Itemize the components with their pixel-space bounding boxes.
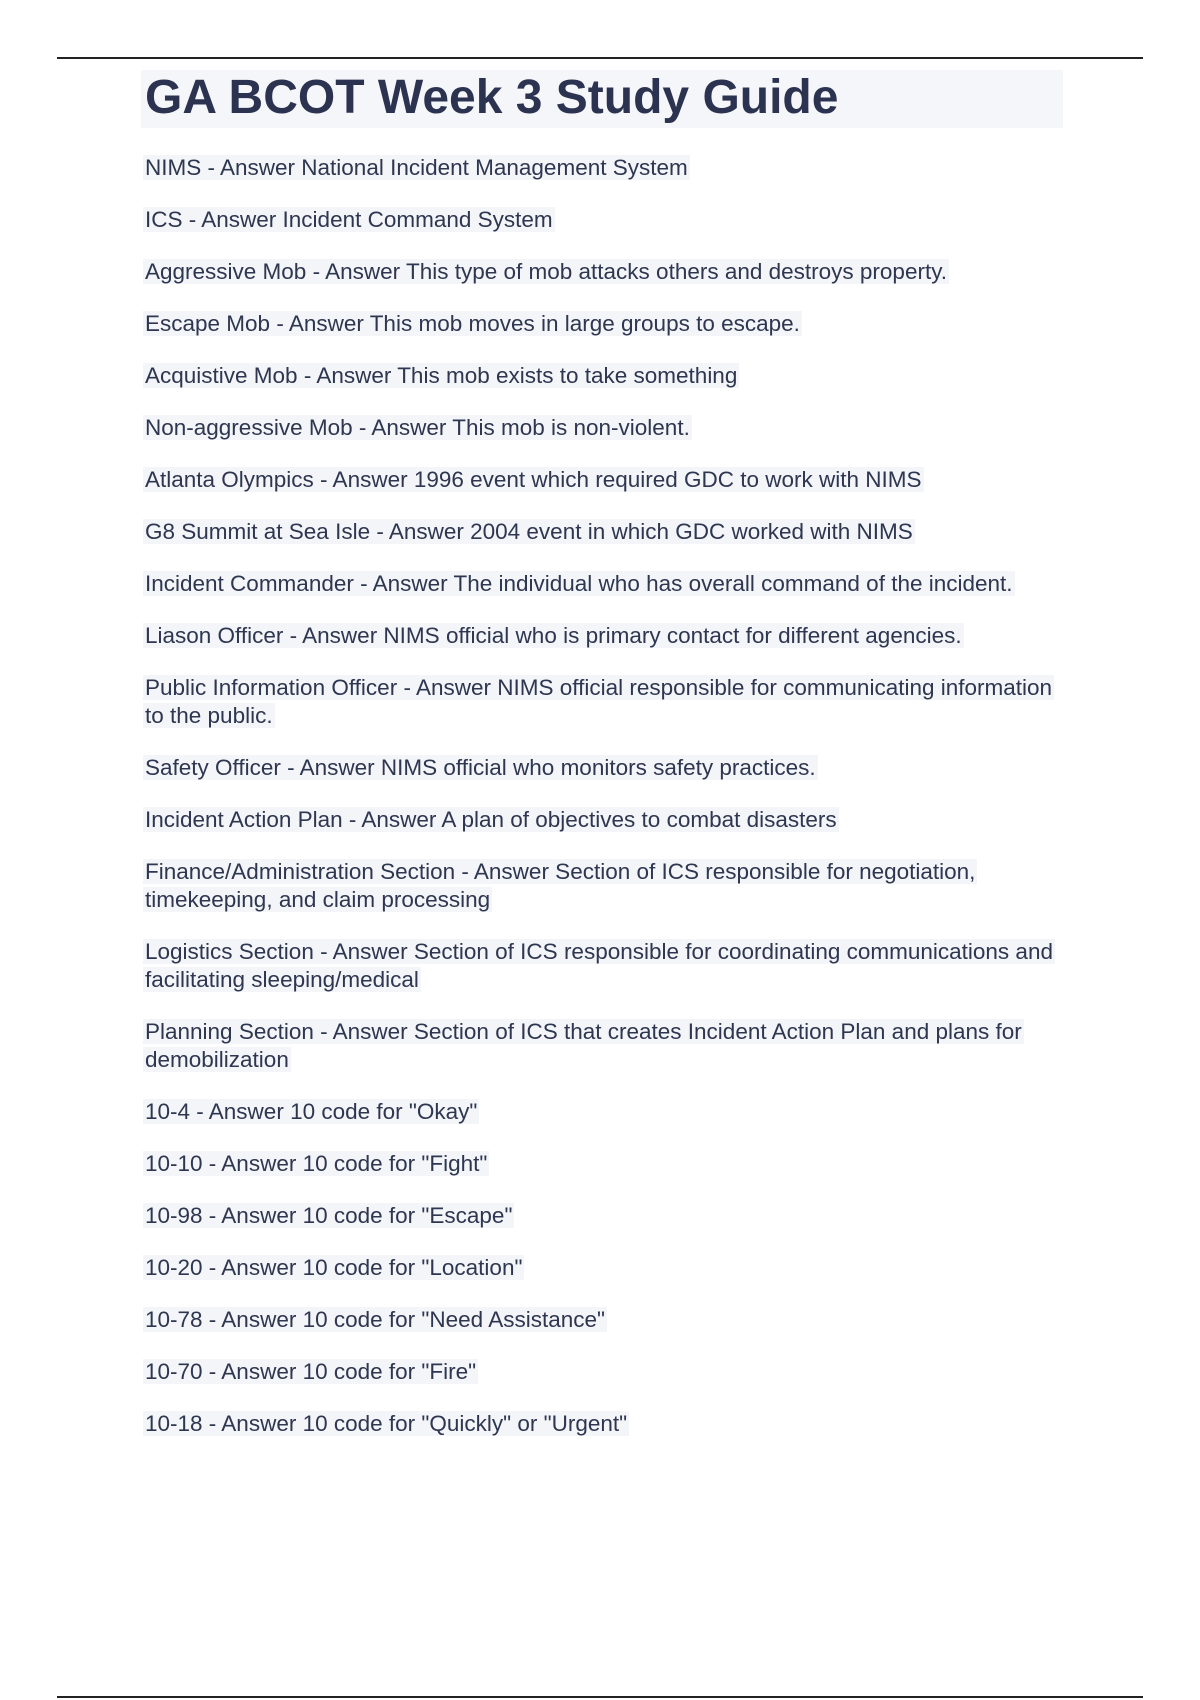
entry-item: [143, 1410, 1063, 1438]
study-guide-entries: [143, 154, 1063, 1438]
entry-item: [143, 1098, 1063, 1126]
title-banner: [141, 70, 1063, 128]
entry-text: 10-20 - Answer 10 code for "Location": [145, 1255, 523, 1280]
top-divider: [57, 57, 1143, 59]
entry-item: [143, 570, 1063, 598]
entry-item: [143, 258, 1063, 286]
entry-item: [143, 858, 1063, 914]
entry-item: [143, 622, 1063, 650]
entry-item: [143, 154, 1063, 182]
entry-item: [143, 1202, 1063, 1230]
entry-text: 10-18 - Answer 10 code for "Quickly" or "Urgent": [145, 1411, 628, 1436]
entry-text: Liason Officer - Answer NIMS official who is primary contact for different agencies.: [145, 623, 962, 648]
entry-item: [143, 1306, 1063, 1334]
entry-item: [143, 806, 1063, 834]
entry-item: [143, 1018, 1063, 1074]
entry-text: NIMS - Answer National Incident Management System: [145, 155, 688, 180]
entry-item: [143, 1358, 1063, 1386]
document-body: [143, 70, 1063, 1462]
entry-text: 10-78 - Answer 10 code for "Need Assistance": [145, 1307, 605, 1332]
entry-text: 10-98 - Answer 10 code for "Escape": [145, 1203, 513, 1228]
entry-text: 10-70 - Answer 10 code for "Fire": [145, 1359, 477, 1384]
entry-text: Aggressive Mob - Answer This type of mob attacks others and destroys property.: [145, 259, 948, 284]
entry-item: [143, 754, 1063, 782]
entry-text: ICS - Answer Incident Command System: [145, 207, 553, 232]
entry-text: 10-10 - Answer 10 code for "Fight": [145, 1151, 488, 1176]
entry-text: Incident Action Plan - Answer A plan of objectives to combat disasters: [145, 807, 837, 832]
entry-text: G8 Summit at Sea Isle - Answer 2004 event in which GDC worked with NIMS: [145, 519, 913, 544]
entry-text: Safety Officer - Answer NIMS official who monitors safety practices.: [145, 755, 816, 780]
entry-item: [143, 938, 1063, 994]
entry-text: Atlanta Olympics - Answer 1996 event which required GDC to work with NIMS: [145, 467, 922, 492]
page-title: GA BCOT Week 3 Study Guide: [145, 71, 839, 124]
entry-text: Public Information Officer - Answer NIMS official responsible for communicating information to the public.: [145, 675, 1053, 728]
entry-item: [143, 1254, 1063, 1282]
entry-item: [143, 1150, 1063, 1178]
bottom-divider: [57, 1696, 1143, 1698]
entry-text: Non-aggressive Mob - Answer This mob is non-violent.: [145, 415, 690, 440]
entry-text: Acquistive Mob - Answer This mob exists to take something: [145, 363, 738, 388]
entry-item: [143, 674, 1063, 730]
entry-item: [143, 414, 1063, 442]
entry-text: Logistics Section - Answer Section of ICS responsible for coordinating communications and facilitating sleeping/medical: [145, 939, 1053, 992]
entry-item: [143, 362, 1063, 390]
entry-item: [143, 518, 1063, 546]
entry-text: 10-4 - Answer 10 code for "Okay": [145, 1099, 478, 1124]
entry-item: [143, 310, 1063, 338]
entry-item: [143, 206, 1063, 234]
entry-text: Incident Commander - Answer The individual who has overall command of the incident.: [145, 571, 1013, 596]
entry-text: Planning Section - Answer Section of ICS that creates Incident Action Plan and plans for demobilization: [145, 1019, 1022, 1072]
entry-item: [143, 466, 1063, 494]
entry-text: Finance/Administration Section - Answer Section of ICS responsible for negotiation, timekeeping, and claim processing: [145, 859, 976, 912]
entry-text: Escape Mob - Answer This mob moves in large groups to escape.: [145, 311, 800, 336]
